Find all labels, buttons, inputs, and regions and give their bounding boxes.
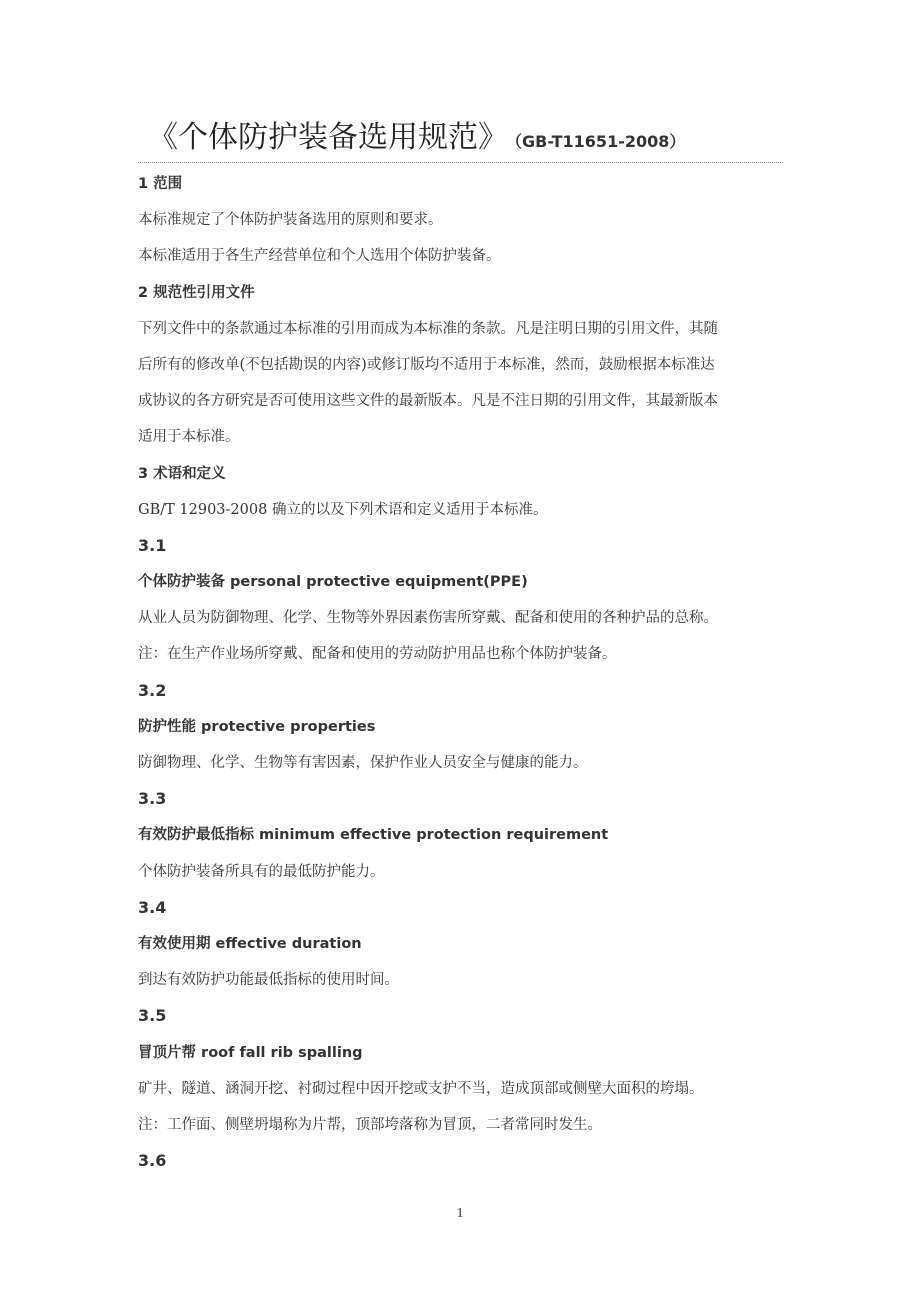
title-divider	[138, 162, 783, 163]
paragraph-line: 个体防护装备所具有的最低防护能力。	[138, 863, 385, 880]
section-heading: 有效使用期 effective duration	[138, 935, 362, 952]
paragraph-line: 从业人员为防御物理、化学、生物等外界因素伤害所穿戴、配备和使用的各种护品的总称。	[138, 610, 718, 627]
paragraph-line: 后所有的修改单(不包括勘误的内容)或修订版均不适用于本标准，然而，鼓励根据本标准达	[138, 356, 715, 373]
standard-code: （GB-T11651-2008）	[514, 132, 686, 151]
paragraph-line: 注：工作面、侧壁坍塌称为片帮，顶部垮落称为冒顶，二者常同时发生。	[138, 1116, 602, 1133]
clause-number: 3.5	[138, 1006, 167, 1026]
section-heading: 2 规范性引用文件	[138, 284, 255, 301]
paragraph-line: GB/T 12903-2008 确立的以及下列术语和定义适用于本标准。	[138, 501, 548, 518]
paragraph-line: 下列文件中的条款通过本标准的引用而成为本标准的条款。凡是注明日期的引用文件，其随	[138, 320, 718, 337]
paragraph-line: 适用于本标准。	[138, 429, 240, 446]
clause-number: 3.2	[138, 680, 167, 700]
clause-number: 3.6	[138, 1151, 167, 1171]
paragraph-line: 防御物理、化学、生物等有害因素，保护作业人员安全与健康的能力。	[138, 755, 588, 771]
paragraph-line: 注：在生产作业场所穿戴、配备和使用的劳动防护用品也称个体防护装备。	[138, 646, 617, 663]
paragraph-line: 本标准规定了个体防护装备选用的原则和要求。	[138, 212, 443, 229]
clause-number: 3.1	[138, 535, 167, 555]
page-number: 1	[456, 1206, 464, 1221]
document-title: 《个体防护装备选用规范》	[148, 120, 508, 155]
paragraph-line: 成协议的各方研究是否可使用这些文件的最新版本。凡是不注日期的引用文件，其最新版本	[138, 393, 718, 410]
document-body	[138, 166, 788, 1179]
section-heading: 1 范围	[138, 176, 183, 192]
paragraph-line: 矿井、隧道、涵洞开挖、衬砌过程中因开挖或支护不当，造成顶部或侧壁大面积的垮塌。	[138, 1080, 704, 1097]
section-heading: 防护性能 protective properties	[138, 718, 376, 735]
paragraph-line: 本标准适用于各生产经营单位和个人选用个体防护装备。	[138, 248, 501, 265]
section-heading: 3 术语和定义	[138, 465, 226, 482]
clause-number: 3.4	[138, 897, 167, 917]
paragraph-line: 到达有效防护功能最低指标的使用时间。	[138, 972, 399, 989]
section-heading: 个体防护装备 personal protective equipment(PPE)	[138, 574, 528, 591]
clause-number: 3.3	[138, 789, 167, 809]
document-title-row	[148, 112, 788, 160]
section-heading: 有效防护最低指标 minimum effective protection requirement	[138, 827, 609, 844]
section-heading: 冒顶片帮 roof fall rib spalling	[138, 1044, 363, 1061]
